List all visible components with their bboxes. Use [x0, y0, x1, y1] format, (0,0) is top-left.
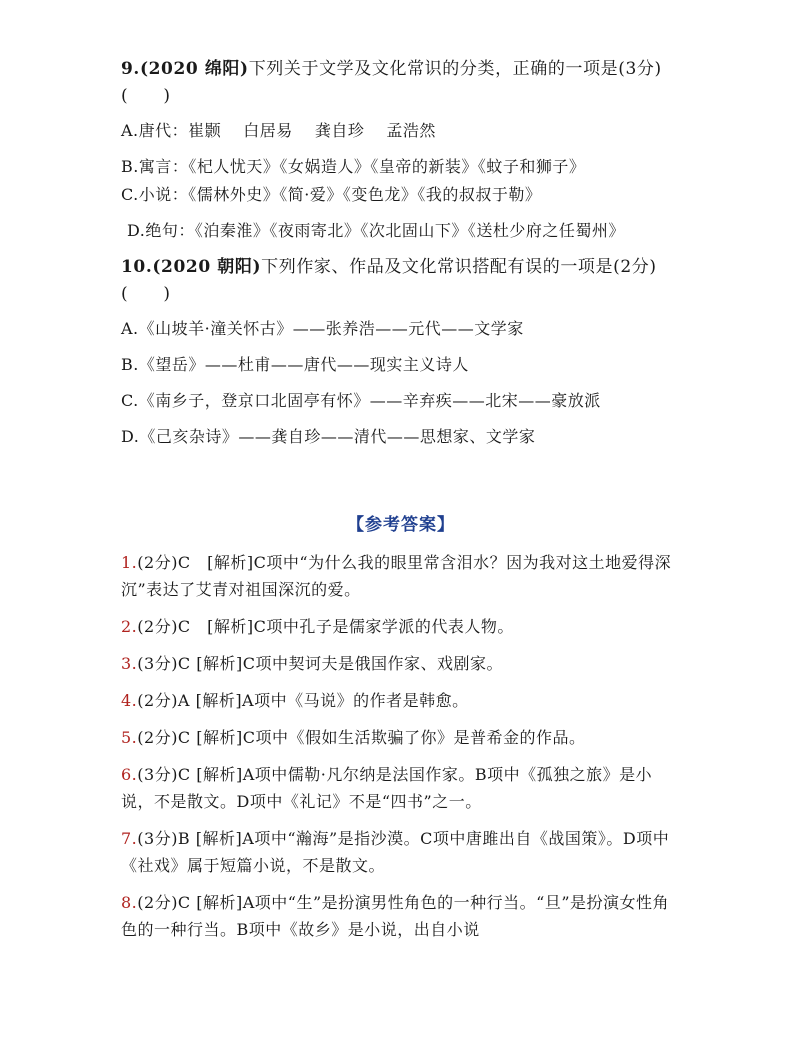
answer-number: 2.	[121, 617, 138, 636]
question-10-option-b: B.《望岳》——杜甫——唐代——现实主义诗人	[121, 355, 469, 374]
answer-item	[121, 889, 681, 943]
answer-item	[121, 761, 681, 815]
question-source: (2020 绵阳)	[139, 59, 249, 79]
question-9-option-b: B.寓言：《杞人忧天》《女娲造人》《皇帝的新装》《蚊子和狮子》	[121, 157, 586, 176]
question-10-option-d: D.《己亥杂诗》——龚自珍——清代——思想家、文学家	[121, 427, 536, 446]
answer-number: 7.	[121, 829, 138, 848]
question-text: 下列作家、作品及文化常识搭配有误的一项是(2分)( )	[121, 257, 657, 304]
answer-text: (2分)C [解析]C项中《假如生活欺骗了你》是普希金的作品。	[137, 728, 586, 747]
question-number: 10.	[121, 257, 153, 277]
answer-text: (3分)C [解析]A项中儒勒·凡尔纳是法国作家。B项中《孤独之旅》是小说，不是散文。D项中《礼记》不是“四书”之一。	[121, 765, 653, 811]
answer-text: (3分)C [解析]C项中契诃夫是俄国作家、戏剧家。	[137, 654, 503, 673]
answer-text: (3分)B [解析]A项中“瀚海”是指沙漠。C项中唐雎出自《战国策》。D项中《社戏》属于短篇小说，不是散文。	[121, 829, 670, 875]
answer-item	[121, 724, 681, 751]
question-9-option-c: C.小说：《儒林外史》《简·爱》《变色龙》《我的叔叔于勒》	[121, 185, 542, 204]
question-9-option-a: A.唐代：崔颢 白居易 龚自珍 孟浩然	[121, 121, 436, 140]
answer-number: 5.	[121, 728, 138, 747]
question-10-option-a: A.《山坡羊·潼关怀古》——张养浩——元代——文学家	[121, 319, 524, 338]
question-text: 下列关于文学及文化常识的分类，正确的一项是(3分)( )	[121, 59, 662, 106]
question-9-stem	[121, 56, 681, 110]
answer-number: 8.	[121, 893, 138, 912]
answer-number: 3.	[121, 654, 138, 673]
answer-item	[121, 549, 681, 603]
answer-text: (2分)C [解析]C项中“为什么我的眼里常含泪水？因为我对这土地爱得深沉”表达了艾青对祖国深沉的爱。	[121, 553, 672, 599]
answer-number: 1.	[121, 553, 138, 572]
question-number: 9.	[121, 59, 140, 79]
question-10-option-c: C.《南乡子，登京口北固亭有怀》——辛弃疾——北宋——豪放派	[121, 391, 601, 410]
answer-item	[121, 650, 681, 677]
question-9-option-d: D.绝句：《泊秦淮》《夜雨寄北》《次北固山下》《送杜少府之任蜀州》	[127, 221, 625, 240]
answers-title: 【参考答案】	[347, 515, 455, 535]
answer-number: 4.	[121, 691, 138, 710]
question-source: (2020 朝阳)	[152, 257, 262, 277]
answer-number: 6.	[121, 765, 138, 784]
answer-text: (2分)A [解析]A项中《马说》的作者是韩愈。	[137, 691, 469, 710]
content-column	[121, 56, 681, 953]
answer-text: (2分)C [解析]A项中“生”是扮演男性角色的一种行当。“旦”是扮演女性角色的一种行当。B项中《故乡》是小说，出自小说	[121, 893, 670, 939]
answer-item	[121, 687, 681, 714]
question-10-stem	[121, 254, 681, 308]
answer-item	[121, 613, 681, 640]
answer-item	[121, 825, 681, 879]
answer-text: (2分)C [解析]C项中孔子是儒家学派的代表人物。	[137, 617, 514, 636]
